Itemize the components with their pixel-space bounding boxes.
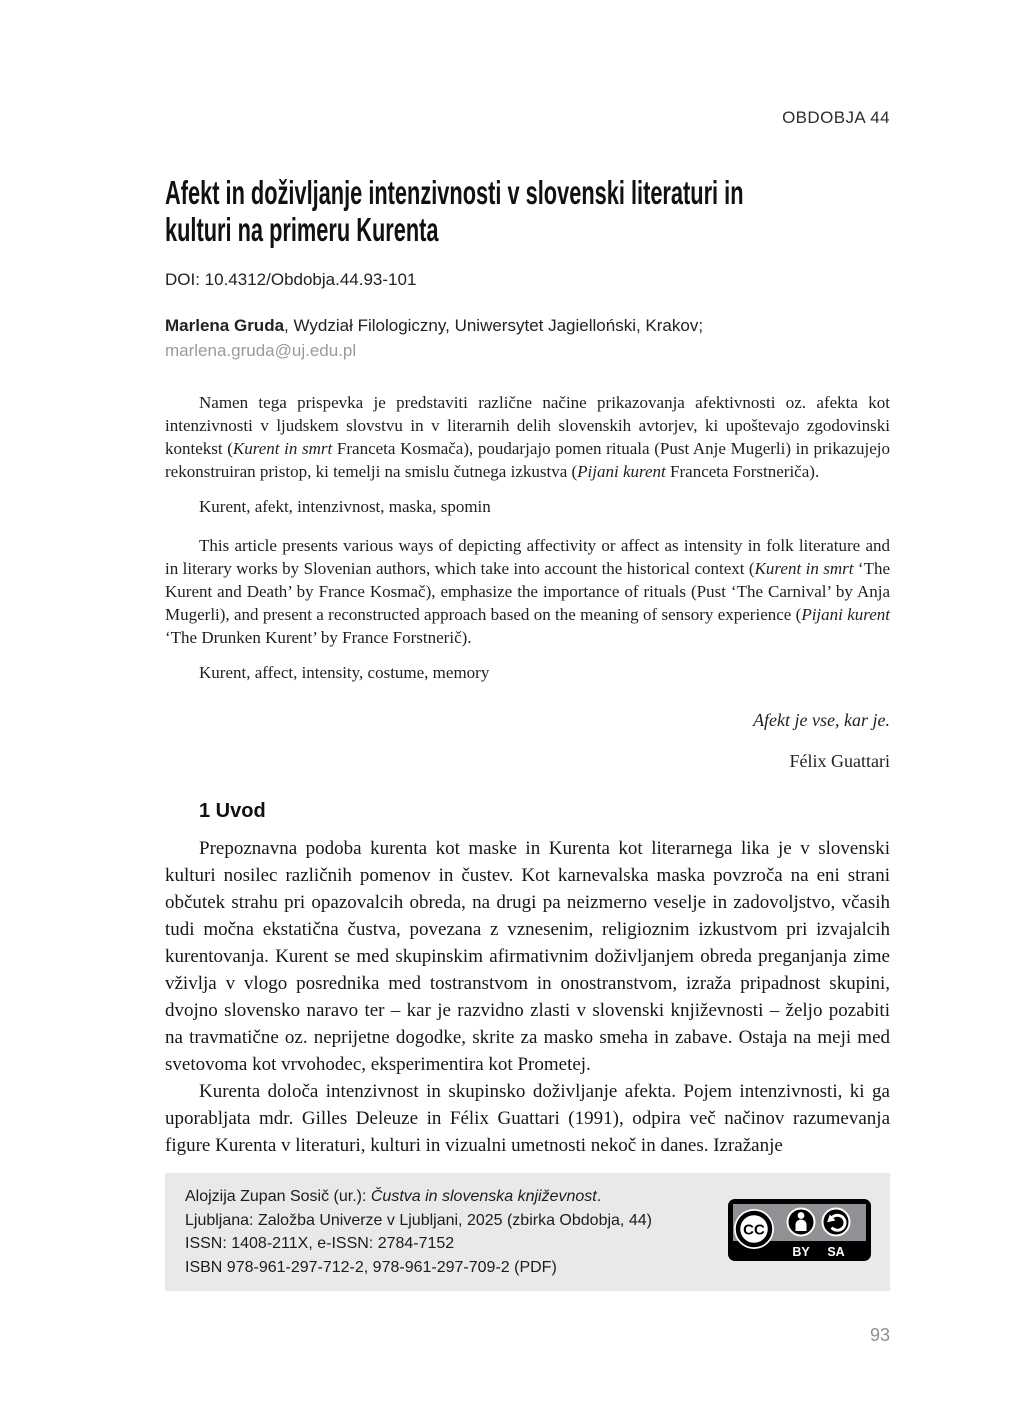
citation-lines (185, 1185, 652, 1279)
keywords-slovenian: Kurent, afekt, intenzivnost, maska, spomin (199, 497, 491, 516)
author-line (165, 316, 890, 336)
sa-label: SA (827, 1244, 845, 1259)
author-name: Marlena Gruda (165, 316, 285, 335)
citation-line-editor: Alojzija Zupan Sosič (ur.): Čustva in slovenska književnost. (185, 1188, 602, 1205)
citation-line-isbn: ISBN 978-961-297-712-2, 978-961-297-709-2 (PDF) (185, 1258, 557, 1276)
epigraph-attribution: Félix Guattari (789, 751, 890, 771)
abstract-slovenian: Namen tega prispevka je predstaviti različne načine prikazovanja afektivnosti oz. afekta kot intenzivnosti v ljudskem slovstvu in v literarnih delih slovenskih avtorjev, ki upoštevajo zgodovinski kontekst (Kurent in smrt Franceta Kosmača), poudarjajo pomen rituala (Pust Anje Mugerli) in prikazujejo rekonstruiran pristop, ki temelji na smislu čutnega izkustva (Pijani kurent Franceta Forstneriča). (165, 393, 890, 481)
body-paragraph: Prepoznavna podoba kurenta kot maske in Kurenta kot literarnega lika je v slovenski kulturi nosilec različnih pomenov in čustev. Kot karnevalska maska povzroča na eni strani občutek strahu pri opazovalcih obreda, na drugi pa neizmerno veselje in zadovoljstvo, včasih tudi močna ekstatična čustva, povezana z vznesenim, religioznim izkustvom pri izvajalcih kurentovanja. Kurent se med skupinskim afirmativnim doživljanjem obreda preganjanja zime vživlja v vlogo posrednika med tostranstvom in onostranstvom, izraža pripadnost skupini, dvojno slovensko naravo ter – kar je razvidno zlasti v slovenski književnosti – željo pozabiti na travmatične oz. neprijetne dogodke, skrite za masko smeha in zabave. Ostaja na meji med svetovoma kot vrvohodec, eksperimentira kot Prometej. (165, 838, 890, 1075)
page-number: 93 (869, 1325, 890, 1345)
author-email: marlena.gruda@uj.edu.pl (165, 341, 357, 360)
citation-line-publisher: Ljubljana: Založba Univerze v Ljubljani, 2025 (zbirka Obdobja, 44) (185, 1211, 652, 1229)
article-title-line-1: Afekt in doživljanje intenzivnosti v slovenski literaturi in (165, 174, 744, 211)
by-attribution-icon (788, 1208, 815, 1235)
citation-line-issn: ISSN: 1408-211X, e-ISSN: 2784-7152 (185, 1235, 455, 1252)
article-title (165, 174, 890, 248)
abstract-english: This article presents various ways of depicting affectivity or affect as intensity in folk literature and in literary works by Slovenian authors, which take into account the historical context (Kurent in smrt ‘The Kurent and Death’ by France Kosmač), emphasize the importance of rituals (Pust ‘The Carnival’ by Anja Mugerli), and present a reconstructed approach based on the meaning of sensory experience (Pijani kurent ‘The Drunken Kurent’ by France Forstnerič). (165, 536, 891, 647)
citation-box (165, 1173, 890, 1291)
epigraph-quote: Afekt je vse, kar je. (753, 710, 890, 730)
doi: DOI: 10.4312/Obdobja.44.93-101 (165, 270, 417, 289)
by-label: BY (792, 1244, 810, 1259)
cc-icon (734, 1209, 774, 1249)
author-affiliation: , Wydział Filologiczny, Uniwersytet Jagielloński, Krakov; (284, 316, 704, 335)
body-paragraph: Kurenta določa intenzivnost in skupinsko doživljanje afekta. Pojem intenzivnosti, ki ga uporabljata mdr. Gilles Deleuze in Félix Guattari (1991), odpira več načinov razumevanja figure Kurenta v literaturi, kulturi in vizualni umetnosti nekoč in danes. Izražanje (165, 1081, 890, 1156)
sa-share-alike-icon (823, 1208, 850, 1235)
journal-header: OBDOBJA 44 (782, 108, 890, 127)
article-title-line-2: kulturi na primeru Kurenta (165, 211, 439, 248)
cc-by-sa-badge-graphic (727, 1198, 872, 1262)
keywords-english: Kurent, affect, intensity, costume, memory (199, 663, 490, 682)
cc-license-badge (727, 1198, 872, 1267)
svg-text:CC: CC (743, 1221, 765, 1238)
section-heading-uvod: 1 Uvod (199, 800, 266, 822)
epigraph (165, 710, 890, 772)
